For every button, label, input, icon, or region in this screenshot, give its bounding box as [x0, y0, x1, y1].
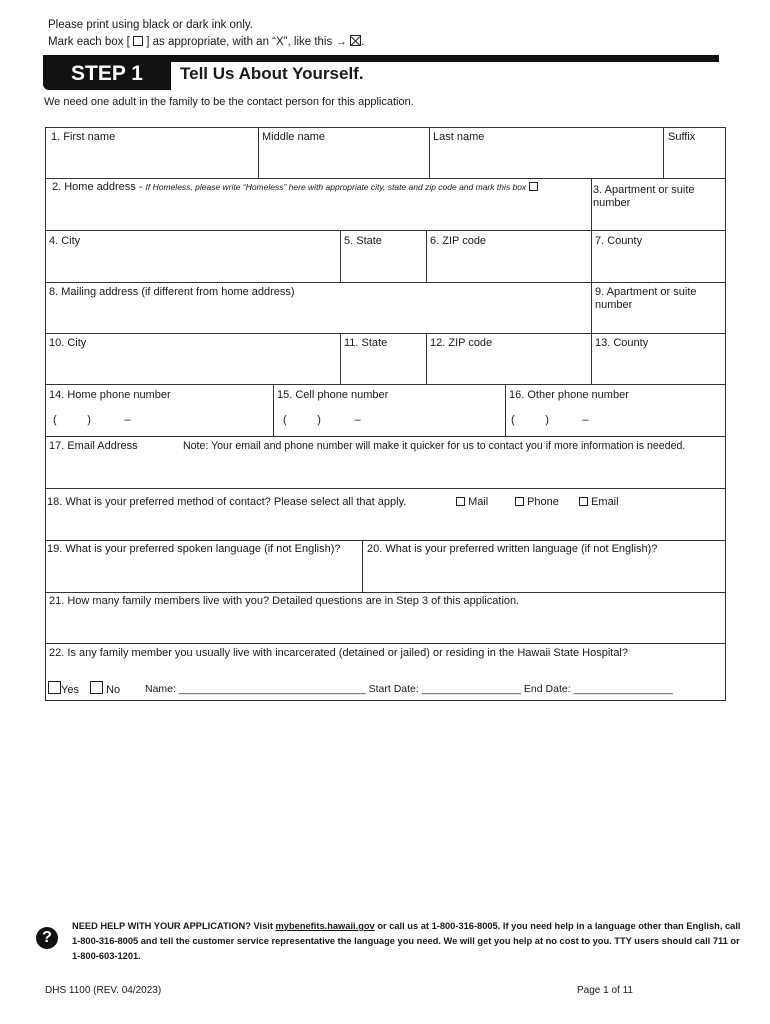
- spoken-language-field[interactable]: 19. What is your preferred spoken language (if not English)?: [47, 543, 341, 555]
- homeless-checkbox[interactable]: [529, 182, 538, 191]
- contact-email-checkbox[interactable]: [579, 497, 588, 506]
- contact-mail-option[interactable]: [456, 496, 488, 509]
- contact-method-question: 18. What is your preferred method of contact? Please select all that apply.: [47, 496, 407, 508]
- help-notice: [72, 919, 750, 964]
- step-intro: We need one adult in the family to be the contact person for this application.: [44, 96, 414, 108]
- contact-phone-option[interactable]: [515, 496, 559, 509]
- city-field[interactable]: 4. City: [49, 235, 81, 247]
- written-language-field[interactable]: 20. What is your preferred written language (if not English)?: [367, 543, 658, 555]
- other-phone-input[interactable]: ( ) –: [511, 414, 589, 426]
- home-address-field[interactable]: [52, 181, 538, 194]
- mailing-zip-code-field[interactable]: 12. ZIP code: [430, 337, 493, 349]
- contact-mail-checkbox[interactable]: [456, 497, 465, 506]
- contact-phone-checkbox[interactable]: [515, 497, 524, 506]
- home-phone-input[interactable]: ( ) –: [53, 414, 131, 426]
- mailing-apartment-suite-field[interactable]: 9. Apartment or suite number: [595, 286, 697, 311]
- incarcerated-no-label: No: [106, 684, 121, 696]
- last-name-field[interactable]: Last name: [433, 131, 485, 143]
- cell-phone-field[interactable]: 15. Cell phone number: [277, 389, 389, 401]
- state-field[interactable]: 5. State: [344, 235, 382, 247]
- contact-email-label: Email: [591, 496, 619, 508]
- middle-name-field[interactable]: Middle name: [262, 131, 325, 143]
- sample-empty-checkbox-icon: [133, 36, 143, 46]
- incarcerated-no-option[interactable]: [90, 681, 120, 697]
- mailing-state-field[interactable]: 11. State: [344, 337, 388, 349]
- help-text-end: or call us at 1-800-316-8005. If you need help in a language other than English, call 1-800-316-8005 and tell the customer service representative the language you need. We will get you help at no cost to you. TTY users should call 711 or 1-800-603-1201.: [72, 921, 741, 961]
- home-phone-field[interactable]: 14. Home phone number: [49, 389, 171, 401]
- incarcerated-yes-checkbox[interactable]: [48, 681, 61, 694]
- incarcerated-yes-option[interactable]: [48, 681, 79, 697]
- county-field[interactable]: 7. County: [595, 235, 643, 247]
- checkbox-instruction-end: .: [361, 36, 365, 48]
- zip-code-field[interactable]: 6. ZIP code: [430, 235, 487, 247]
- contact-email-option[interactable]: [579, 496, 619, 509]
- step-title: Tell Us About Yourself.: [180, 64, 364, 83]
- checkbox-instruction: [48, 35, 364, 49]
- sample-x-checkbox-icon: [350, 35, 361, 46]
- family-members-field[interactable]: 21. How many family members live with you? Detailed questions are in Step 3 of this application.: [49, 595, 520, 607]
- personal-info-form: [45, 127, 726, 701]
- step-number-label: STEP 1: [43, 58, 171, 90]
- checkbox-instruction-middle: ] as appropriate, with an “X”, like this →: [146, 36, 347, 48]
- ink-instruction: Please print using black or dark ink only.: [48, 19, 253, 31]
- home-address-label: 2. Home address -: [52, 181, 143, 193]
- page-number: Page 1 of 11: [577, 985, 633, 996]
- homeless-note: If Homeless, please write “Homeless” here with appropriate city, state and zip code and mark this box: [145, 182, 527, 192]
- mailing-county-field[interactable]: 13. County: [595, 337, 649, 349]
- mybenefits-link[interactable]: mybenefits.hawaii.gov: [275, 921, 375, 931]
- cell-phone-input[interactable]: ( ) –: [283, 414, 361, 426]
- contact-phone-label: Phone: [527, 496, 559, 508]
- other-phone-field[interactable]: 16. Other phone number: [509, 389, 629, 401]
- incarcerated-no-checkbox[interactable]: [90, 681, 103, 694]
- mailing-address-field[interactable]: 8. Mailing address (if different from home address): [49, 286, 295, 298]
- email-note: Note: Your email and phone number will make it quicker for us to contact you if more information is needed.: [183, 440, 686, 452]
- email-address-field[interactable]: 17. Email Address: [49, 440, 138, 452]
- checkbox-instruction-start: Mark each box [: [48, 36, 130, 48]
- help-question-icon: ?: [36, 927, 58, 949]
- mailing-city-field[interactable]: 10. City: [49, 337, 87, 349]
- first-name-field[interactable]: 1. First name: [51, 131, 116, 143]
- incarcerated-details-line[interactable]: Name: ________________________________ Start Date: _________________ End Date: _________________: [145, 683, 673, 695]
- incarcerated-yes-label: Yes: [61, 684, 79, 696]
- suffix-field[interactable]: Suffix: [668, 131, 696, 143]
- form-id: DHS 1100 (REV. 04/2023): [45, 985, 162, 996]
- contact-mail-label: Mail: [468, 496, 489, 508]
- apartment-suite-field[interactable]: 3. Apartment or suite number: [593, 184, 695, 209]
- help-text-start: NEED HELP WITH YOUR APPLICATION? Visit: [72, 921, 276, 931]
- incarcerated-question: 22. Is any family member you usually live with incarcerated (detained or jailed) or residing in the Hawaii State Hospital?: [49, 647, 628, 659]
